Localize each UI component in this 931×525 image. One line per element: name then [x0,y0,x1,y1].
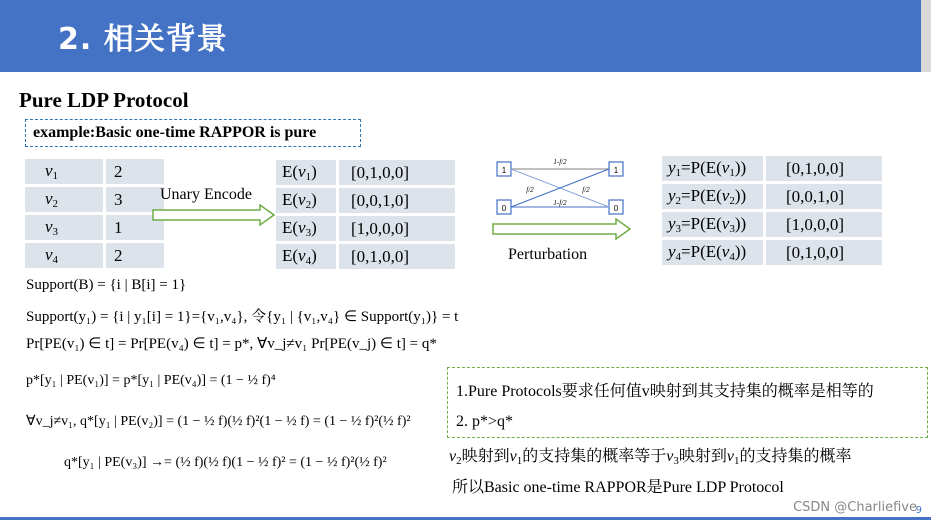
edge-cross-label-a: f/2 [526,186,534,194]
output-table [662,153,882,268]
input-table [25,156,164,271]
note-line-2: 2. p*>q* [456,413,514,430]
formula-q-star-v3: q*[y₁ | PE(v₃)] →= (½ f)(½ f)(1 − ½ f)² = (1 − ½ f)²(½ f)² [64,455,387,470]
table-row: $E(v_3)$ [1,0,0,0] [276,216,455,241]
note-box [447,367,928,438]
table-row: $E(v_2)$ [0,0,1,0] [276,188,455,213]
perturbation-diagram [490,152,630,218]
perturb-arrow-icon [492,218,632,240]
perturb-label: Perturbation [508,246,588,263]
formula-support-b: Support(B) = {i | B[i] = 1} [26,277,187,293]
table-row: $y_4=P(E(v_4))$ [0,1,0,0] [662,240,882,265]
table-row: $v_1$ 2 [25,159,164,184]
table-row: $v_4$ 2 [25,243,164,268]
node-bottom-right-label: 0 [613,204,619,213]
encode-arrow-icon [152,204,276,226]
conclusion-line-1: $v_2$映射到$v_1$的支持集的概率等于$v_3$映射到$v_1$的支持集的概率 [449,448,852,467]
table-row: $E(v_1)$ [0,1,0,0] [276,160,455,185]
header-accent [921,0,931,72]
header-bar [0,0,931,72]
encode-label: Unary Encode [160,186,252,203]
formula-q-star-v2: ∀v_j≠v₁, q*[y₁ | PE(v₂)] = (1 − ½ f)(½ f)²(1 − ½ f) = (1 − ½ f)²(½ f)² [26,414,411,429]
note-line-1: 1.Pure Protocols要求任何值v映射到其支持集的概率是相等的 [456,383,874,400]
formula-p-star: p*[y₁ | PE(v₁)] = p*[y₁ | PE(v₄)] = (1 − ½ f)⁴ [26,373,276,388]
edge-top-label: 1-f/2 [553,158,567,166]
formula-support-y1: Support(y₁) = {i | y₁[i] = 1}={v₁,v₄}, 令{y₁ | {v₁,v₄} ∈ Support(y₁)} = t [26,309,459,325]
table-row: $v_3$ 1 [25,215,164,240]
conclusion-line-2: 所以Basic one-time RAPPOR是Pure LDP Protocol [452,479,784,496]
formula-probability: Pr[PE(v₁) ∈ t] = Pr[PE(v₄) ∈ t] = p*, ∀v_j≠v₁ Pr[PE(v_j) ∈ t] = q* [26,336,437,352]
table-row: $y_1=P(E(v_1))$ [0,1,0,0] [662,156,882,181]
table-row: $y_2=P(E(v_2))$ [0,0,1,0] [662,184,882,209]
subtitle: Pure LDP Protocol [19,88,189,112]
page-title: 2. 相关背景 [58,22,228,57]
footer-line [0,517,931,520]
node-top-label: 1 [501,166,507,175]
table-row: $y_3=P(E(v_3))$ [1,0,0,0] [662,212,882,237]
watermark: CSDN @Charliefive [793,500,917,515]
node-top-right-label: 1 [613,166,619,175]
encoded-table [276,157,455,272]
table-row: $v_2$ 3 [25,187,164,212]
page-number: 9 [915,505,922,516]
edge-cross-label-b: f/2 [582,186,590,194]
table-row: $E(v_4)$ [0,1,0,0] [276,244,455,269]
example-box: example:Basic one-time RAPPOR is pure [25,119,361,147]
edge-bottom-label: 1-f/2 [553,199,567,207]
node-bottom-label: 0 [501,204,507,213]
